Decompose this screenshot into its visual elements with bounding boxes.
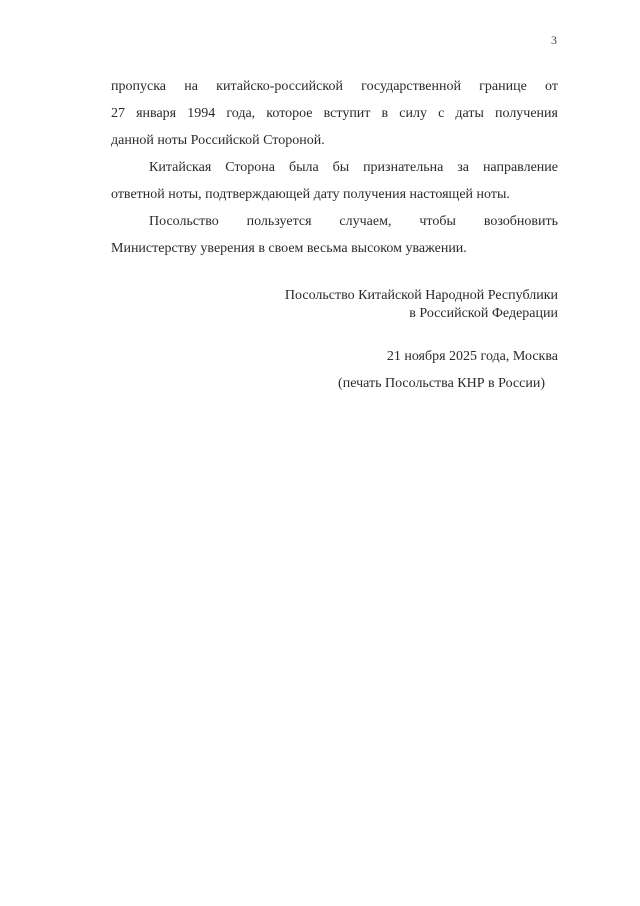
paragraph-closing — [111, 208, 558, 262]
seal-note: (печать Посольства КНР в России) — [338, 376, 545, 391]
note-body — [111, 73, 558, 262]
text-line: Министерству уверения в своем весьма высоком уважении. — [111, 241, 467, 256]
paragraph-continuation — [111, 73, 558, 154]
text-line: Посольство пользуется случаем, чтобы возобновить — [149, 214, 558, 229]
signature-line: Посольство Китайской Народной Республики — [284, 288, 558, 303]
signature-line: в Российской Федерации — [409, 306, 558, 321]
date-place: 21 ноября 2025 года, Москва — [386, 349, 558, 364]
page-number: 3 — [551, 33, 557, 47]
text-line: ответной ноты, подтверждающей дату получения настоящей ноты. — [111, 187, 510, 202]
paragraph-request — [111, 154, 558, 208]
signature-block — [285, 287, 558, 323]
text-line: 27 января 1994 года, которое вступит в силу с даты получения — [111, 106, 558, 121]
text-line: Китайская Сторона была бы признательна за направление — [149, 160, 558, 175]
text-line: данной ноты Российской Стороной. — [111, 133, 325, 148]
text-line: пропуска на китайско-российской государственной границе от — [111, 79, 558, 94]
